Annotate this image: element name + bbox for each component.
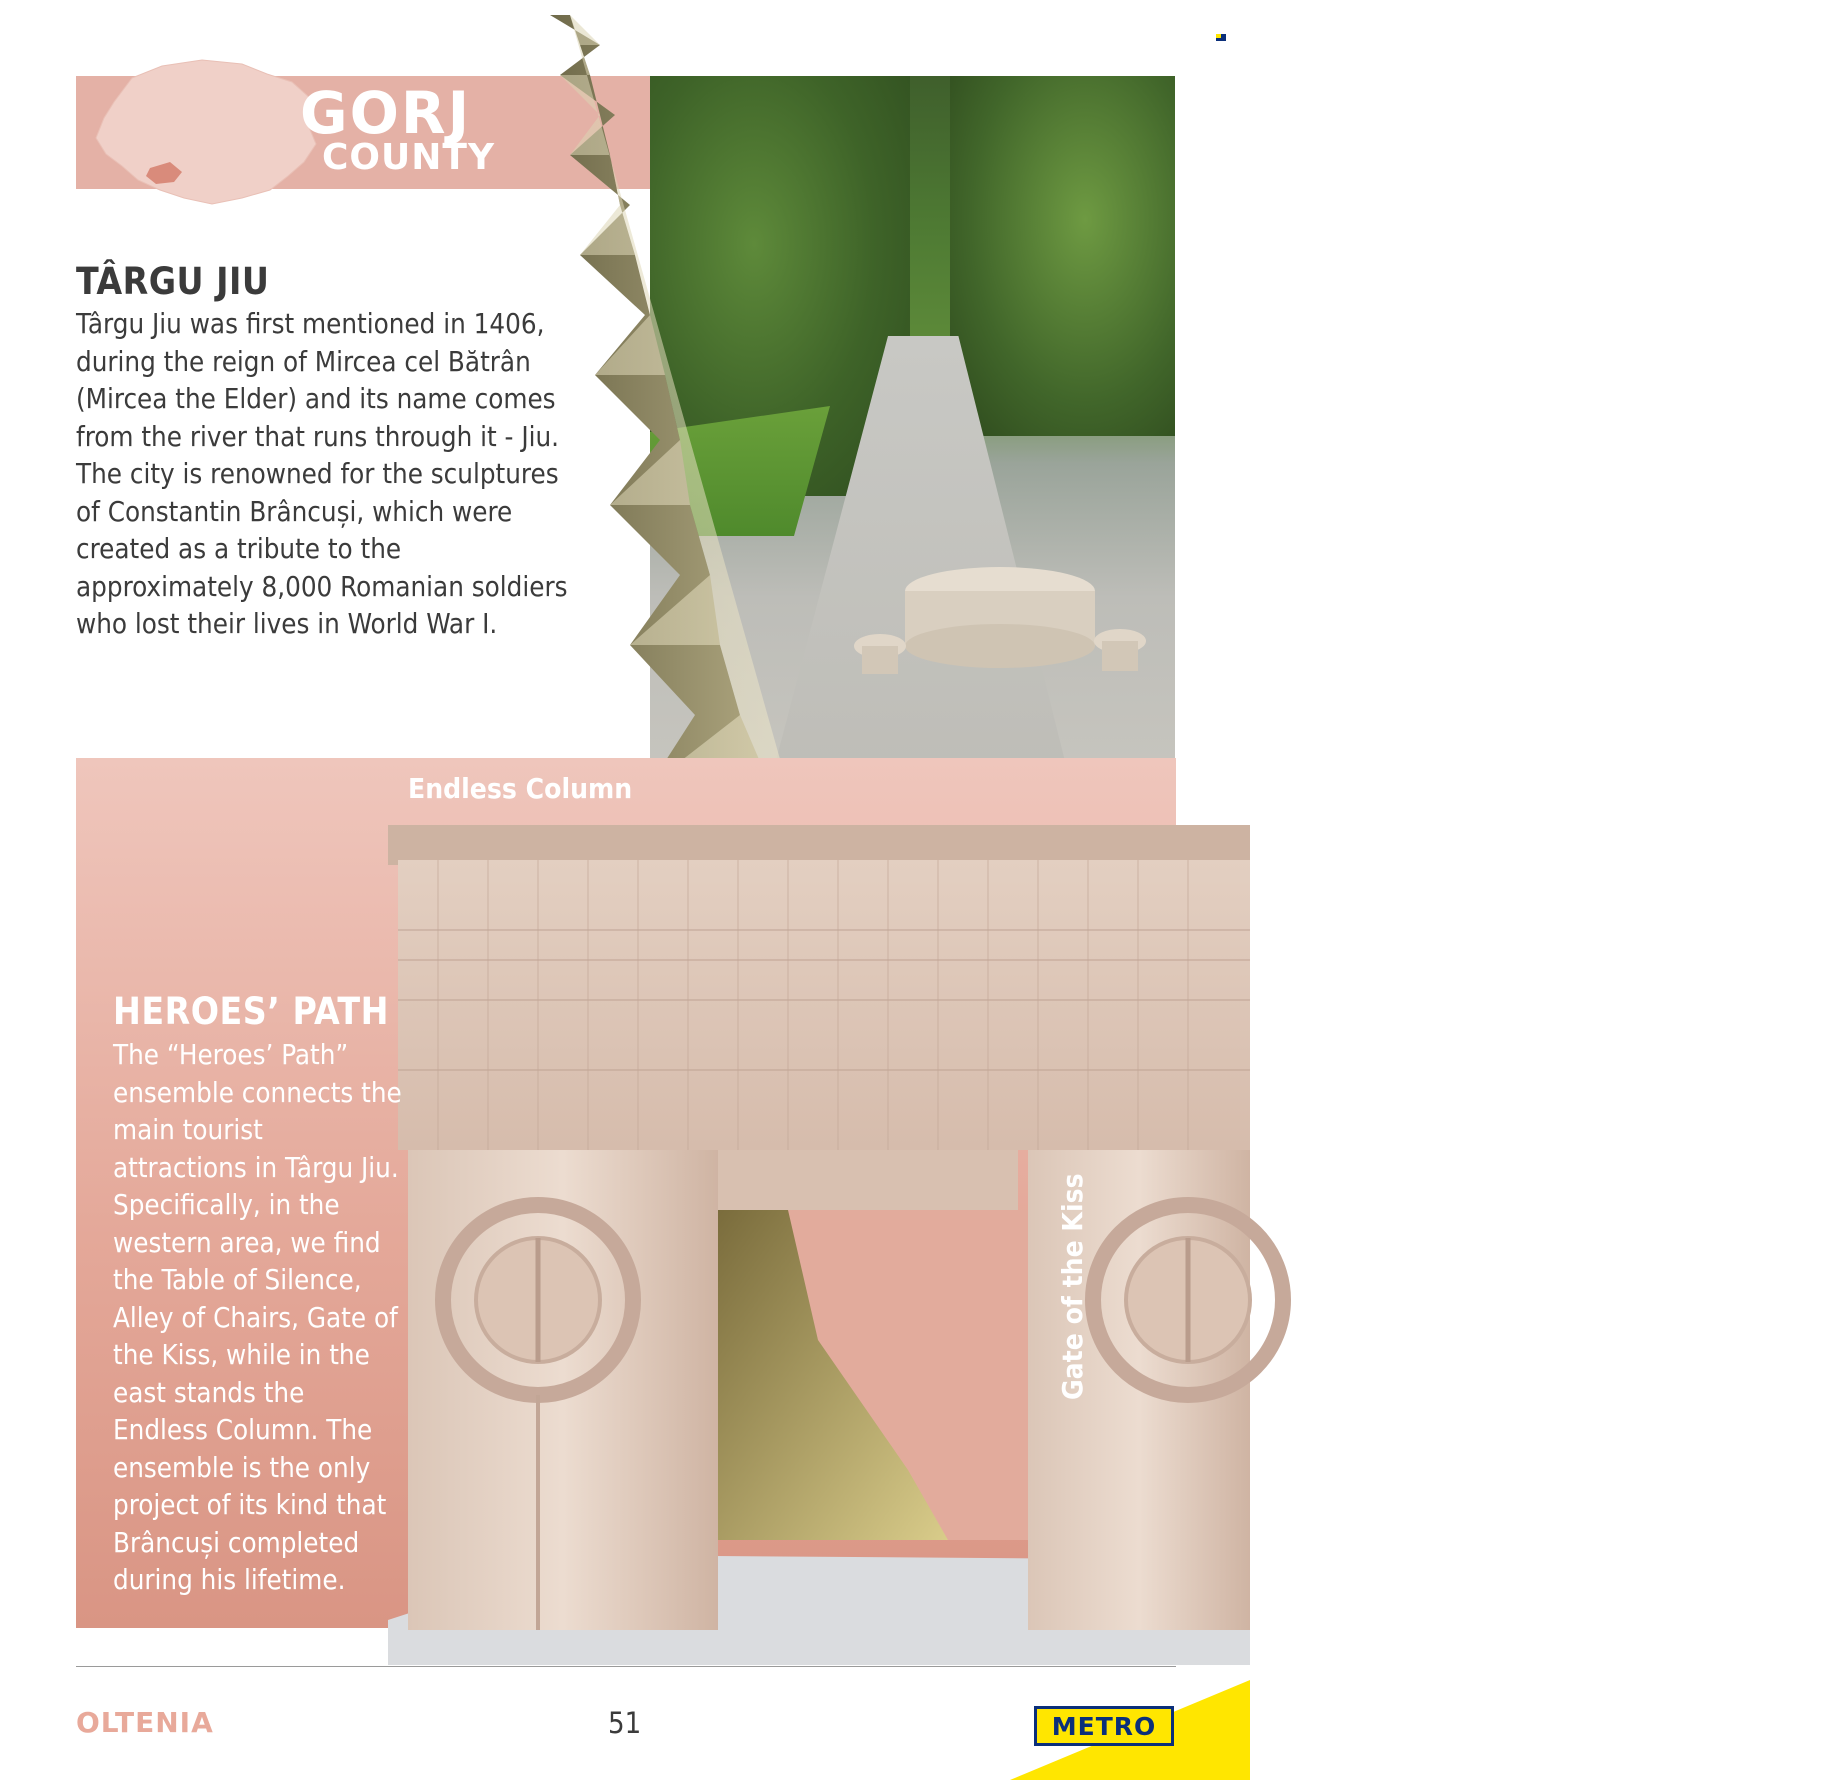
gate-caption-text: Gate of the Kiss <box>1056 1173 1089 1400</box>
park-caption <box>1790 158 1844 573</box>
park-caption-text: Table of Silence - Path of Heroes <box>1815 161 1844 573</box>
corner-mark-icon <box>1216 34 1226 41</box>
footer-divider <box>76 1666 1176 1667</box>
section-body-heroes-path: The “Heroes’ Path” ensemble connects the main tourist attractions in Târgu Jiu. Specifically, in the western area, we find the Table of Silence, Alley of Chairs, Gate of the Kiss, while in the east stands the Endless Column. The ensemble is the only project of its kind that Brâncuși completed during his lifetime. <box>113 1039 402 1596</box>
gate-caption <box>1028 1173 1089 1400</box>
table-of-silence-illustration <box>850 551 1150 681</box>
gate-of-the-kiss-illustration <box>388 820 1250 1665</box>
romania-map-icon <box>92 58 322 208</box>
endless-column-illustration <box>540 15 800 830</box>
section-heading-targu-jiu: TÂRGU JIU <box>76 260 270 303</box>
page-title-county: COUNTY <box>322 137 496 178</box>
section-heading-heroes-path: HEROES’ PATH <box>113 990 389 1033</box>
section-body-targu-jiu: Târgu Jiu was first mentioned in 1406, during the reign of Mircea cel Bătrân (Mircea the Elder) and its name comes from the river that runs through it - Jiu. The city is renowned for the sculptures of Constantin Brâncuși, which were created as a tribute to the approximately 8,000 Romanian soldiers who lost their lives in World War I. <box>76 308 568 640</box>
metro-logo-text: METRO <box>1051 1711 1157 1741</box>
page-title-gorj: GORJ <box>300 79 472 147</box>
page-number: 51 <box>608 1706 642 1740</box>
footer-region-label: OLTENIA <box>76 1706 214 1739</box>
metro-logo <box>1034 1706 1174 1746</box>
trees-right <box>950 76 1175 436</box>
endless-column-caption: Endless Column <box>408 772 633 805</box>
